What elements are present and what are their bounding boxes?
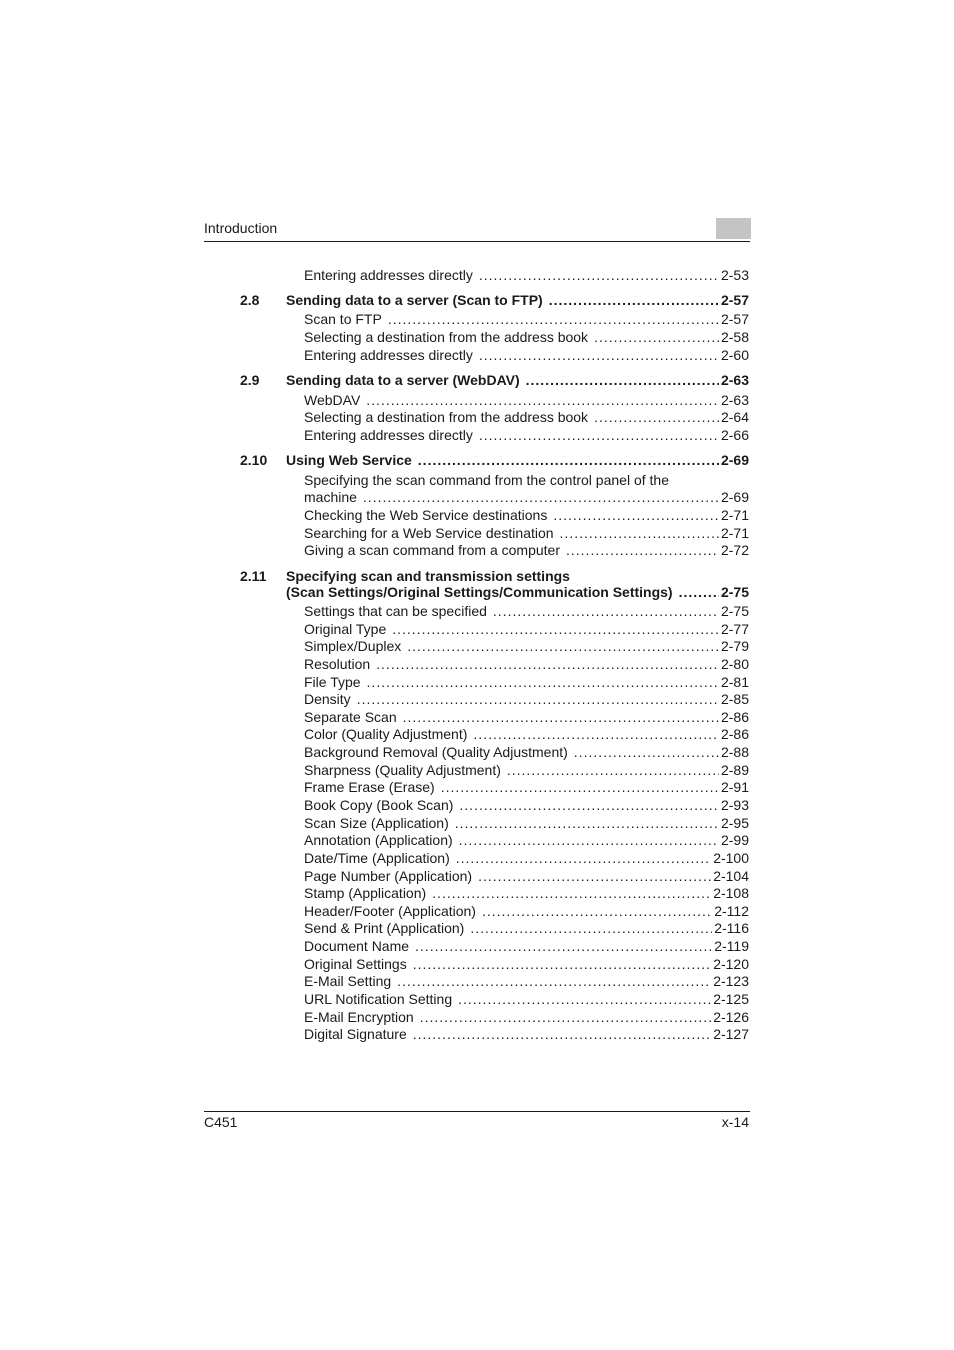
toc-section-heading[interactable]: Using Web Service ..... 2-69 xyxy=(286,451,749,469)
toc-entry[interactable]: Page Number (Application) ..... 2-104 xyxy=(304,867,749,885)
toc-entry[interactable]: E-Mail Encryption ..... 2-126 xyxy=(304,1008,749,1026)
section-number: 2.9 xyxy=(240,372,260,388)
toc-entry[interactable]: Color (Quality Adjustment) ..... 2-86 xyxy=(304,725,749,743)
toc-entry[interactable]: Entering addresses directly ..... 2-53 xyxy=(304,266,749,284)
toc-entry[interactable]: Date/Time (Application) ..... 2-100 xyxy=(304,849,749,867)
toc-entry[interactable]: Send & Print (Application) ..... 2-116 xyxy=(304,919,749,937)
section-number: 2.8 xyxy=(240,292,260,308)
toc-entry[interactable]: Book Copy (Book Scan) ..... 2-93 xyxy=(304,796,749,814)
toc-entry[interactable]: Original Type ..... 2-77 xyxy=(304,620,749,638)
toc-entry[interactable]: Density ..... 2-85 xyxy=(304,690,749,708)
toc-entry[interactable]: Checking the Web Service destinations ..... 2-71 xyxy=(304,506,749,524)
toc-entry[interactable]: Searching for a Web Service destination ..... 2-71 xyxy=(304,524,749,542)
toc-entry[interactable]: Simplex/Duplex ..... 2-79 xyxy=(304,637,749,655)
toc-entry[interactable]: E-Mail Setting ..... 2-123 xyxy=(304,972,749,990)
toc-entry[interactable]: Digital Signature ..... 2-127 xyxy=(304,1025,749,1043)
toc-entry[interactable]: Scan to FTP ..... 2-57 xyxy=(304,310,749,328)
toc-entry[interactable]: machine ..... 2-69 xyxy=(304,488,749,506)
running-header-title: Introduction xyxy=(204,220,278,236)
toc-entry[interactable]: Resolution ..... 2-80 xyxy=(304,655,749,673)
section-number: 2.10 xyxy=(240,452,268,468)
toc-entry[interactable]: Annotation (Application) ..... 2-99 xyxy=(304,831,749,849)
toc-entry[interactable]: Header/Footer (Application) ..... 2-112 xyxy=(304,902,749,920)
toc-section-heading[interactable]: Sending data to a server (WebDAV) ..... 2-63 xyxy=(286,371,749,389)
footer-rule xyxy=(204,1111,750,1112)
toc-entry[interactable]: Original Settings ..... 2-120 xyxy=(304,955,749,973)
toc-entry[interactable]: URL Notification Setting ..... 2-125 xyxy=(304,990,749,1008)
toc-entry[interactable]: Stamp (Application) ..... 2-108 xyxy=(304,884,749,902)
toc-entry[interactable]: Sharpness (Quality Adjustment) ..... 2-89 xyxy=(304,761,749,779)
toc-entry[interactable]: Selecting a destination from the address book ..... 2-58 xyxy=(304,328,749,346)
toc-entry[interactable]: Entering addresses directly ..... 2-66 xyxy=(304,426,749,444)
toc-entry[interactable]: WebDAV ..... 2-63 xyxy=(304,391,749,409)
toc-section-heading-line1[interactable]: Specifying scan and transmission settings xyxy=(286,568,570,584)
toc-entry[interactable]: Background Removal (Quality Adjustment) ..... 2-88 xyxy=(304,743,749,761)
toc-entry[interactable]: Scan Size (Application) ..... 2-95 xyxy=(304,814,749,832)
toc-entry[interactable]: Separate Scan ..... 2-86 xyxy=(304,708,749,726)
footer-model: C451 xyxy=(204,1114,238,1130)
section-number: 2.11 xyxy=(240,568,267,584)
toc-entry[interactable]: Frame Erase (Erase) ..... 2-91 xyxy=(304,778,749,796)
toc-entry[interactable]: Document Name ..... 2-119 xyxy=(304,937,749,955)
toc-section-heading[interactable]: Sending data to a server (Scan to FTP) ..... 2-57 xyxy=(286,291,749,309)
toc-entry-first-line[interactable]: Specifying the scan command from the control panel of the xyxy=(304,472,669,488)
toc-section-heading[interactable]: (Scan Settings/Original Settings/Communication Settings) ..... 2-75 xyxy=(286,583,749,601)
toc-entry[interactable]: Entering addresses directly ..... 2-60 xyxy=(304,346,749,364)
toc-entry[interactable]: Giving a scan command from a computer ..... 2-72 xyxy=(304,541,749,559)
toc-entry[interactable]: Selecting a destination from the address book ..... 2-64 xyxy=(304,408,749,426)
toc-entry[interactable]: Settings that can be specified ..... 2-75 xyxy=(304,602,749,620)
footer-page-number: x-14 xyxy=(721,1114,749,1130)
toc-entry[interactable]: File Type ..... 2-81 xyxy=(304,673,749,691)
